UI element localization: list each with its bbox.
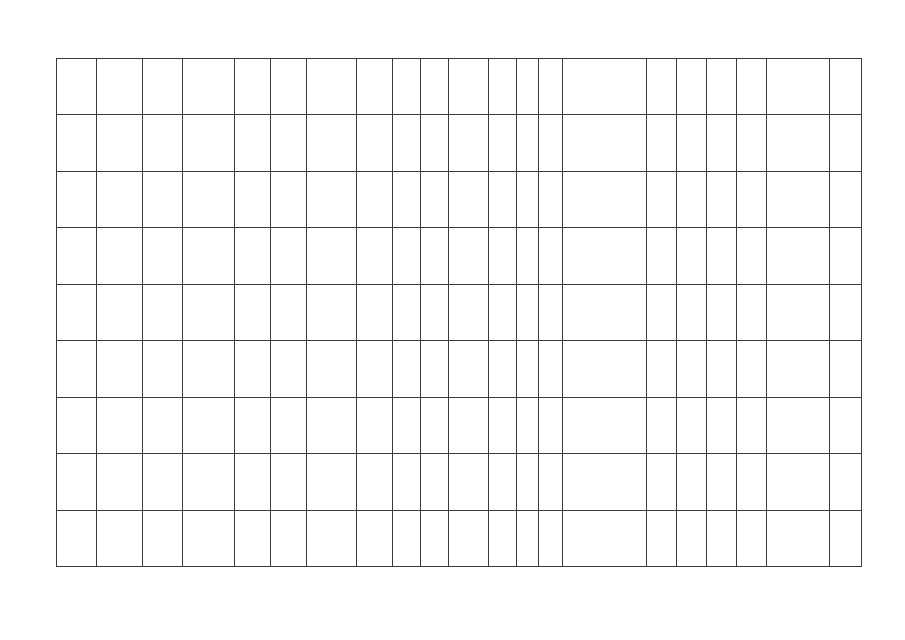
table-cell: [449, 171, 489, 227]
table-row: [57, 510, 862, 566]
table-cell: [393, 454, 421, 510]
table-cell: [183, 454, 235, 510]
table-cell: [647, 171, 677, 227]
table-cell: [563, 341, 647, 397]
table-cell: [449, 59, 489, 115]
table-cell: [307, 59, 357, 115]
table-cell: [830, 397, 862, 453]
table-cell: [307, 454, 357, 510]
table-cell: [489, 397, 517, 453]
table-cell: [449, 284, 489, 340]
table-cell: [393, 228, 421, 284]
table-cell: [393, 341, 421, 397]
table-cell: [57, 59, 97, 115]
table-cell: [539, 171, 563, 227]
table-cell: [647, 341, 677, 397]
table-cell: [143, 59, 183, 115]
table-cell: [517, 341, 539, 397]
table-cell: [489, 228, 517, 284]
table-cell: [767, 59, 830, 115]
table-cell: [767, 171, 830, 227]
table-cell: [393, 284, 421, 340]
table-cell: [830, 59, 862, 115]
table-cell: [677, 59, 707, 115]
table-cell: [647, 284, 677, 340]
table-cell: [271, 341, 307, 397]
table-cell: [647, 59, 677, 115]
table-cell: [57, 115, 97, 171]
table-cell: [737, 59, 767, 115]
table-cell: [97, 59, 143, 115]
table-cell: [307, 284, 357, 340]
table-cell: [737, 341, 767, 397]
table-row: [57, 59, 862, 115]
table-row: [57, 171, 862, 227]
table-cell: [235, 171, 271, 227]
table-cell: [677, 228, 707, 284]
table-cell: [707, 510, 737, 566]
table-cell: [677, 510, 707, 566]
table-cell: [271, 510, 307, 566]
table-cell: [489, 171, 517, 227]
table-cell: [307, 510, 357, 566]
table-cell: [97, 341, 143, 397]
table-cell: [677, 171, 707, 227]
table-cell: [737, 171, 767, 227]
table-cell: [271, 284, 307, 340]
table-cell: [143, 171, 183, 227]
table-cell: [830, 115, 862, 171]
table-cell: [489, 59, 517, 115]
table-cell: [183, 171, 235, 227]
table-cell: [57, 171, 97, 227]
table-cell: [517, 284, 539, 340]
table-cell: [563, 454, 647, 510]
table-cell: [57, 341, 97, 397]
table-cell: [307, 397, 357, 453]
table-cell: [421, 454, 449, 510]
table-cell: [707, 59, 737, 115]
table-cell: [393, 510, 421, 566]
table-cell: [307, 171, 357, 227]
table-cell: [707, 228, 737, 284]
table-cell: [57, 228, 97, 284]
table-cell: [421, 510, 449, 566]
registry-table: [56, 58, 862, 567]
table-cell: [677, 454, 707, 510]
table-cell: [767, 228, 830, 284]
table-cell: [489, 341, 517, 397]
table-cell: [143, 510, 183, 566]
table-cell: [393, 59, 421, 115]
table-cell: [143, 454, 183, 510]
table-cell: [539, 115, 563, 171]
table-cell: [357, 59, 393, 115]
table-row: [57, 228, 862, 284]
table-cell: [307, 228, 357, 284]
table-row: [57, 341, 862, 397]
table-cell: [235, 115, 271, 171]
table-cell: [271, 397, 307, 453]
table-cell: [517, 510, 539, 566]
table-cell: [737, 115, 767, 171]
table-cell: [539, 341, 563, 397]
table-cell: [357, 284, 393, 340]
table-cell: [489, 510, 517, 566]
table-cell: [271, 228, 307, 284]
table-cell: [57, 510, 97, 566]
table-cell: [357, 454, 393, 510]
table-cell: [357, 341, 393, 397]
table-cell: [357, 171, 393, 227]
table-cell: [271, 171, 307, 227]
table-cell: [97, 510, 143, 566]
table-cell: [183, 510, 235, 566]
table-cell: [707, 284, 737, 340]
table-cell: [707, 115, 737, 171]
table-cell: [183, 115, 235, 171]
table-cell: [677, 397, 707, 453]
table-cell: [307, 115, 357, 171]
table-cell: [517, 171, 539, 227]
table-cell: [677, 341, 707, 397]
table-cell: [539, 397, 563, 453]
table-cell: [517, 454, 539, 510]
table-cell: [57, 454, 97, 510]
table-cell: [235, 454, 271, 510]
table-cell: [830, 341, 862, 397]
table-cell: [489, 454, 517, 510]
table-cell: [449, 454, 489, 510]
table-cell: [393, 115, 421, 171]
table-cell: [97, 454, 143, 510]
table-cell: [737, 284, 767, 340]
table-cell: [449, 341, 489, 397]
table-cell: [143, 284, 183, 340]
table-cell: [539, 228, 563, 284]
table-cell: [449, 228, 489, 284]
table-cell: [357, 228, 393, 284]
table-cell: [183, 284, 235, 340]
table-cell: [235, 228, 271, 284]
table-cell: [737, 397, 767, 453]
table-cell: [647, 454, 677, 510]
table-cell: [235, 284, 271, 340]
table-cell: [449, 115, 489, 171]
table-cell: [357, 397, 393, 453]
table-cell: [767, 341, 830, 397]
registry-table-body: [57, 59, 862, 567]
table-cell: [489, 115, 517, 171]
table-cell: [677, 284, 707, 340]
table-cell: [57, 284, 97, 340]
table-cell: [421, 228, 449, 284]
table-cell: [235, 341, 271, 397]
table-cell: [830, 284, 862, 340]
table-cell: [539, 284, 563, 340]
table-cell: [357, 510, 393, 566]
table-cell: [183, 397, 235, 453]
table-cell: [307, 341, 357, 397]
table-cell: [707, 397, 737, 453]
table-cell: [647, 228, 677, 284]
table-row: [57, 284, 862, 340]
table-cell: [677, 115, 707, 171]
table-cell: [563, 115, 647, 171]
table-cell: [449, 510, 489, 566]
table-cell: [517, 59, 539, 115]
table-row: [57, 115, 862, 171]
table-cell: [143, 228, 183, 284]
table-cell: [563, 284, 647, 340]
table-cell: [235, 59, 271, 115]
table-cell: [235, 397, 271, 453]
table-cell: [421, 171, 449, 227]
table-cell: [517, 397, 539, 453]
table-cell: [707, 341, 737, 397]
table-cell: [421, 59, 449, 115]
table-cell: [563, 171, 647, 227]
table-cell: [830, 454, 862, 510]
table-cell: [517, 115, 539, 171]
table-cell: [647, 397, 677, 453]
table-cell: [183, 59, 235, 115]
table-cell: [393, 171, 421, 227]
table-cell: [563, 397, 647, 453]
table-cell: [97, 171, 143, 227]
table-cell: [97, 284, 143, 340]
table-cell: [143, 397, 183, 453]
table-cell: [183, 341, 235, 397]
table-cell: [517, 228, 539, 284]
table-cell: [647, 115, 677, 171]
table-cell: [271, 59, 307, 115]
table-cell: [421, 115, 449, 171]
table-cell: [767, 454, 830, 510]
table-cell: [235, 510, 271, 566]
table-cell: [707, 454, 737, 510]
table-cell: [707, 171, 737, 227]
table-cell: [393, 397, 421, 453]
table-cell: [97, 115, 143, 171]
table-cell: [737, 510, 767, 566]
table-cell: [767, 510, 830, 566]
table-cell: [421, 284, 449, 340]
table-cell: [830, 510, 862, 566]
table-cell: [421, 341, 449, 397]
table-cell: [143, 115, 183, 171]
table-cell: [357, 115, 393, 171]
table-cell: [767, 397, 830, 453]
table-cell: [563, 228, 647, 284]
table-cell: [183, 228, 235, 284]
table-cell: [489, 284, 517, 340]
table-cell: [57, 397, 97, 453]
table-cell: [143, 341, 183, 397]
table-cell: [830, 228, 862, 284]
table-cell: [271, 454, 307, 510]
table-cell: [539, 454, 563, 510]
table-cell: [767, 284, 830, 340]
table-cell: [449, 397, 489, 453]
table-cell: [737, 228, 767, 284]
table-cell: [539, 510, 563, 566]
table-cell: [421, 397, 449, 453]
table-cell: [737, 454, 767, 510]
table-cell: [830, 171, 862, 227]
table-row: [57, 454, 862, 510]
table-cell: [97, 397, 143, 453]
table-cell: [97, 228, 143, 284]
table-cell: [647, 510, 677, 566]
table-cell: [271, 115, 307, 171]
table-row: [57, 397, 862, 453]
table-cell: [539, 59, 563, 115]
table-cell: [563, 510, 647, 566]
table-cell: [767, 115, 830, 171]
table-cell: [563, 59, 647, 115]
